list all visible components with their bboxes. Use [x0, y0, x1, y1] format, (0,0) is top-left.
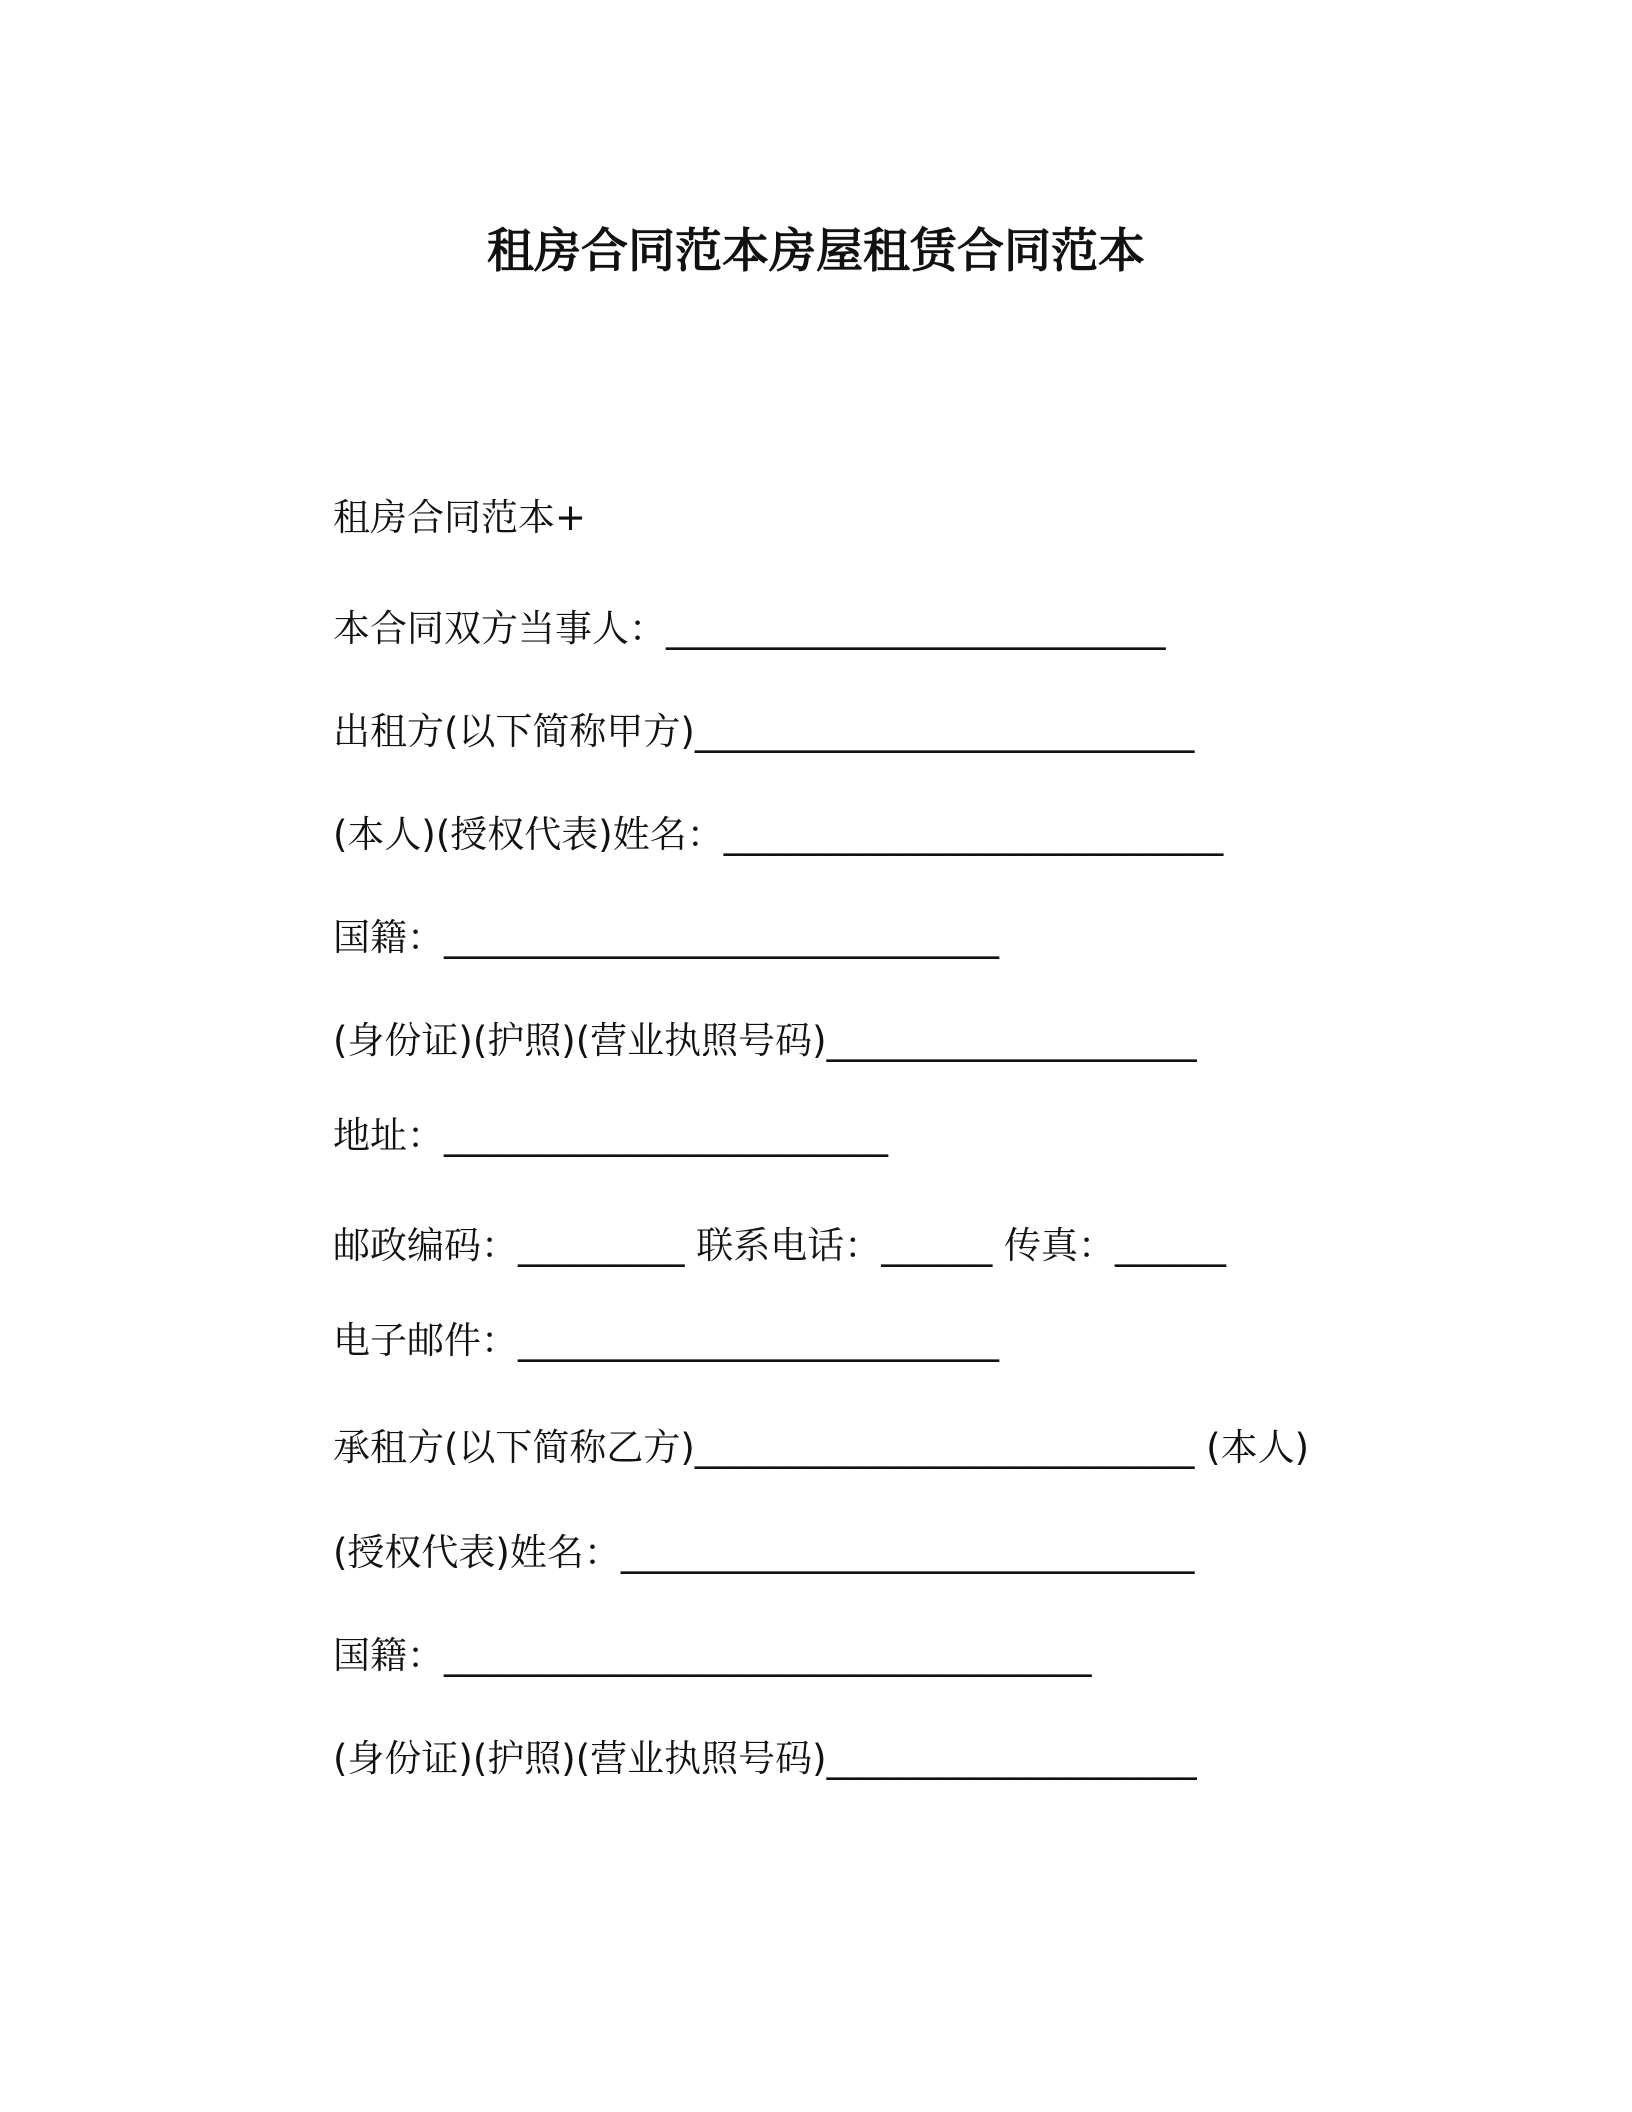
lessee-nationality-line: 国籍：___________________________________ — [333, 1634, 1092, 1677]
lessee-line: 承租方(以下简称乙方)___________________________ (本人) — [333, 1426, 1310, 1469]
lessor-id-line: (身份证)(护照)(营业执照号码)____________________ — [333, 1019, 1197, 1062]
lessee-id-line: (身份证)(护照)(营业执照号码)____________________ — [333, 1737, 1197, 1780]
lessor-line: 出租方(以下简称甲方)___________________________ — [333, 710, 1195, 753]
lessor-name-line: (本人)(授权代表)姓名：___________________________ — [333, 813, 1224, 856]
lessor-contact-line: 邮政编码：_________ 联系电话：______ 传真：______ — [333, 1224, 1227, 1267]
parties-line: 本合同双方当事人：___________________________ — [333, 607, 1166, 650]
lessor-address-line: 地址：________________________ — [333, 1114, 888, 1157]
lessor-nationality-line: 国籍：______________________________ — [333, 916, 999, 959]
lessor-email-line: 电子邮件：__________________________ — [333, 1319, 999, 1362]
lessee-name-line: (授权代表)姓名：_______________________________ — [333, 1531, 1195, 1574]
document-title: 租房合同范本房屋租赁合同范本 — [487, 224, 1145, 279]
contract-subtitle: 租房合同范本+ — [333, 496, 587, 539]
